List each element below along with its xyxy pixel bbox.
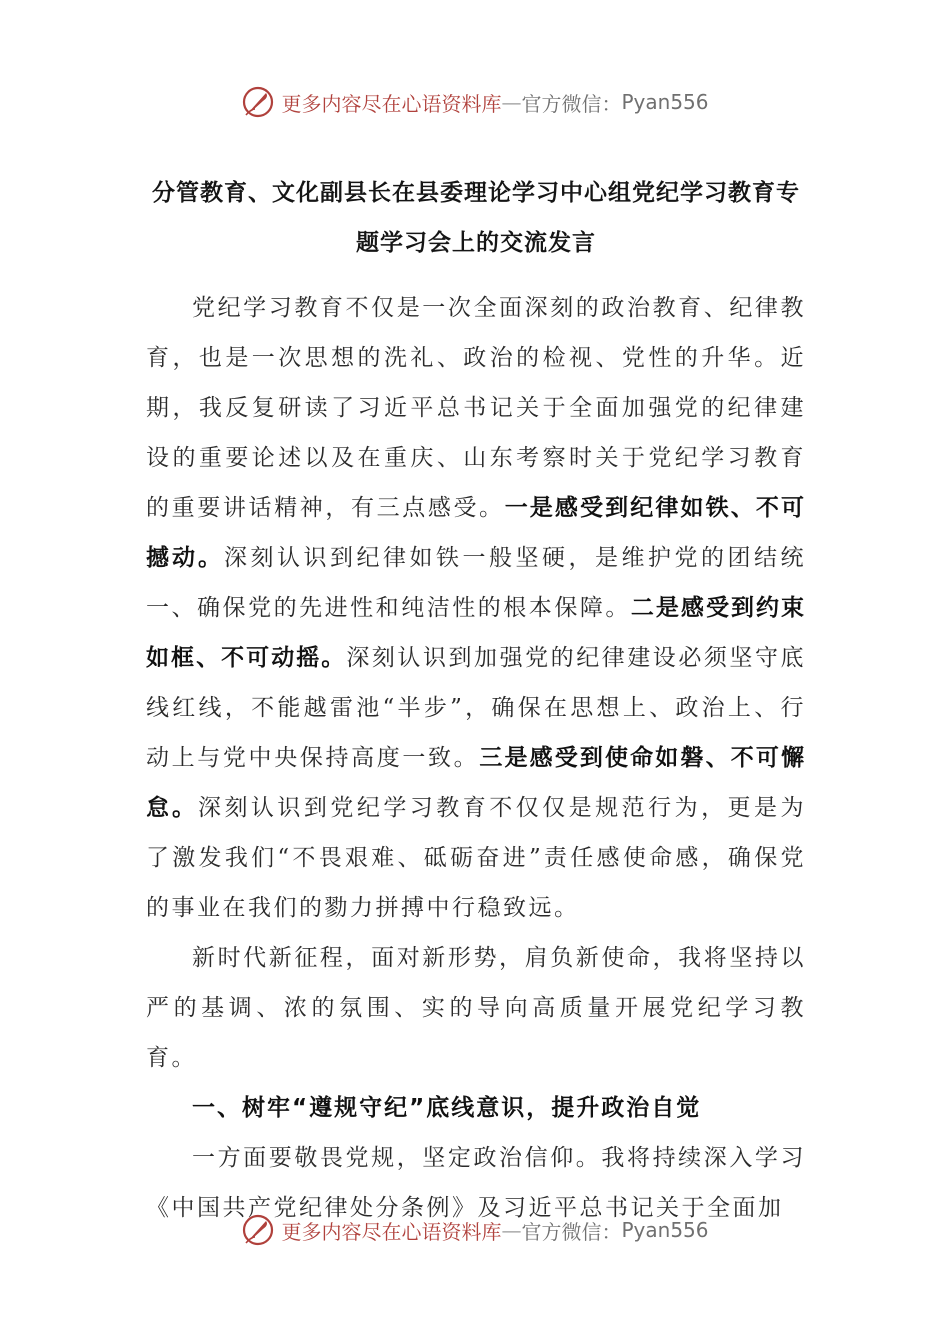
paragraph-feelings: [146, 283, 806, 933]
watermark-brand-text: 更多内容尽在心语资料库: [281, 91, 502, 116]
paragraph-text: 深刻认识到加强党的纪律建设必须坚守底线红线，不能越雷池“半步”，确保在思想上、政治上、行动上与党中央保持高度一致。: [146, 645, 807, 771]
watermark-separator: —: [501, 1218, 522, 1242]
quill-pen-icon: [241, 85, 275, 119]
watermark-wechat-id: Pyan556: [621, 90, 709, 114]
watermark-header: [0, 82, 950, 122]
watermark-official-label: 官方微信：: [521, 1219, 622, 1244]
bold-point-2: 二是感受到约束如框、不可动摇。: [146, 595, 807, 671]
paragraph-text: 深刻认识到纪律如铁一般坚硬，是维护党的团结统一、确保党的先进性和纯洁性的根本保障。: [146, 545, 806, 621]
watermark-wechat-id: Pyan556: [621, 1218, 709, 1242]
section-heading-1: 一、树牢“遵规守纪”底线意识，提升政治自觉: [192, 1095, 702, 1121]
quill-pen-icon: [241, 1213, 275, 1247]
bold-point-3: 三是感受到使命如磐、不可懈怠。: [146, 745, 807, 821]
bold-point-1: 一是感受到纪律如铁、不可撼动。: [146, 495, 807, 571]
paragraph-text: 深刻认识到党纪学习教育不仅仅是规范行为，更是为了激发我们“不畏艰难、砥砺奋进”责任感使命感，确保党的事业在我们的勠力拼搏中行稳致远。: [146, 795, 807, 921]
document-title: 分管教育、文化副县长在县委理论学习中心组党纪学习教育专题学习会上的交流发言: [152, 180, 800, 256]
document-body: [146, 283, 806, 1233]
paragraph-respect-rules: 一方面要敬畏党规，坚定政治信仰。我将持续深入学习《中国共产党纪律处分条例》及习近平总书记关于全面加: [146, 1145, 806, 1221]
watermark-official-label: 官方微信：: [521, 91, 622, 116]
watermark-brand-text: 更多内容尽在心语资料库: [281, 1219, 502, 1244]
paragraph-text: 党纪学习教育不仅是一次全面深刻的政治教育、纪律教育，也是一次思想的洗礼、政治的检视、党性的升华。近期，我反复研读了习近平总书记关于全面加强党的纪律建设的重要论述以及在重庆、山东考察时关于党纪学习教育的重要讲话精神，有三点感受。: [146, 295, 806, 521]
watermark-footer: [0, 1210, 950, 1250]
watermark-separator: —: [501, 90, 522, 114]
paragraph-new-era: 新时代新征程，面对新形势，肩负新使命，我将坚持以严的基调、浓的氛围、实的导向高质量开展党纪学习教育。: [146, 945, 806, 1071]
